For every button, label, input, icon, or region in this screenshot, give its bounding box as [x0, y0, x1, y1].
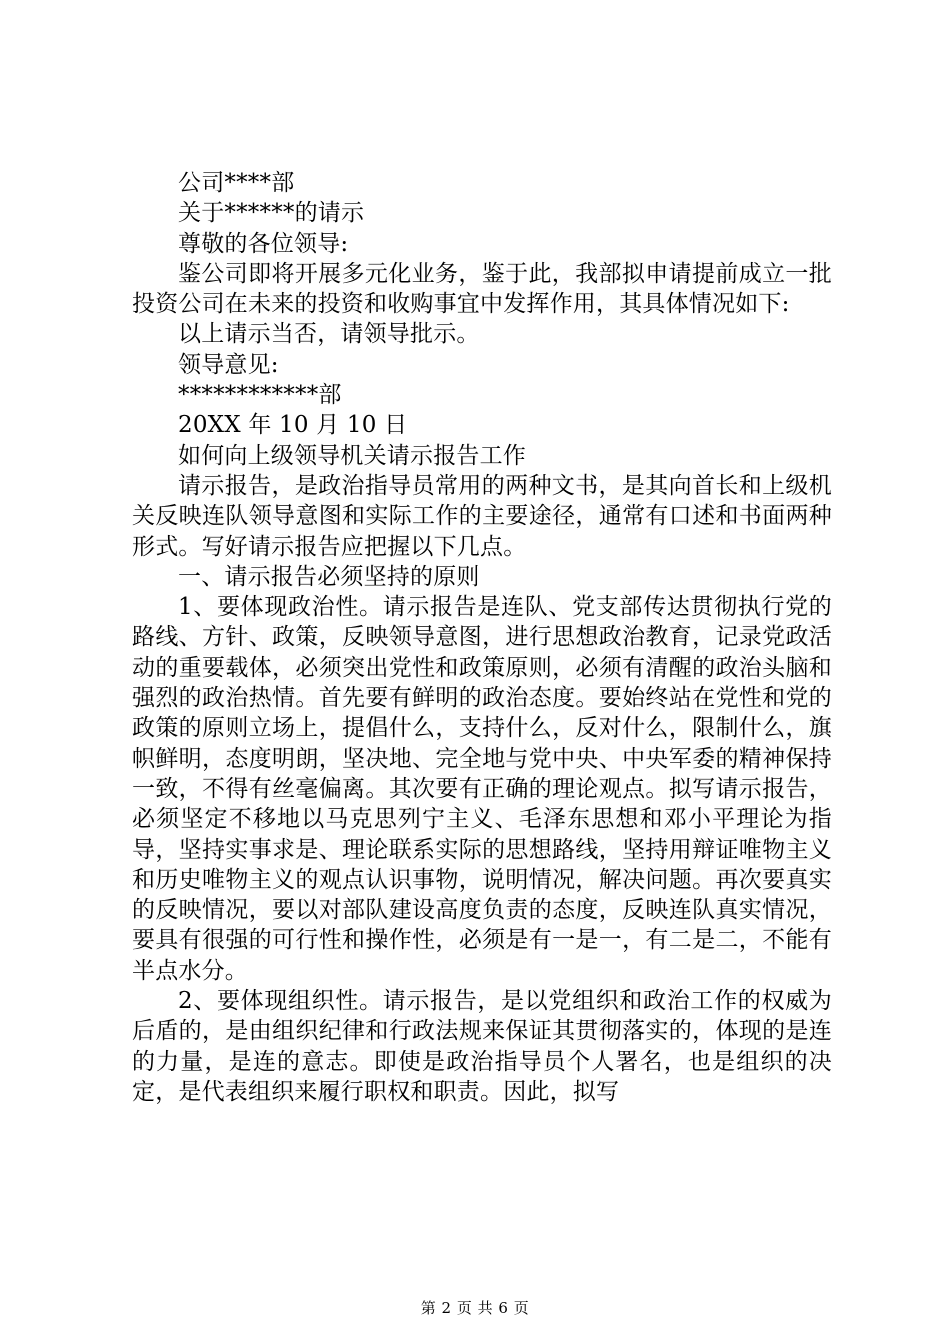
article-title: 如何向上级领导机关请示报告工作	[178, 442, 526, 469]
request-title: 关于******的请示	[178, 200, 365, 227]
leader-opinion-label: 领导意见:	[178, 351, 279, 378]
document-body	[132, 168, 832, 1107]
principle-2-paragraph: 2、要体现组织性。请示报告，是以党组织和政治工作的权威为后盾的，是由组织纪律和行政法规来保证其贯彻落实的，体现的是连的力量，是连的意志。即使是政治指导员个人署名，也是组织的决定，是代表组织来履行职权和职责。因此，拟写	[132, 988, 832, 1105]
section-heading: 一、请示报告必须坚持的原则	[178, 563, 480, 590]
page-footer: 第 2 页 共 6 页	[420, 1299, 530, 1317]
principle-1-paragraph: 1、要体现政治性。请示报告是连队、党支部传达贯彻执行党的路线、方针、政策，反映领导意图，进行思想政治教育，记录党政活动的重要载体，必须突出党性和政策原则，必须有清醒的政治头脑和强烈的政治热情。首先要有鲜明的政治态度。要始终站在党性和党的政策的原则立场上，提倡什么，支持什么，反对什么，限制什么，旗帜鲜明，态度明朗，坚决地、完全地与党中央、中央军委的精神保持一致，不得有丝毫偏离。其次要有正确的理论观点。拟写请示报告，必须坚定不移地以马克思列宁主义、毛泽东思想和邓小平理论为指导，坚持实事求是、理论联系实际的思想路线，坚持用辩证唯物主义和历史唯物主义的观点认识事物，说明情况，解决问题。再次要真实的反映情况，要以对部队建设高度负责的态度，反映连队真实情况，要具有很强的可行性和操作性，必须是有一是一，有二是二，不能有半点水分。	[132, 594, 832, 984]
closing-line: 以上请示当否，请领导批示。	[178, 321, 480, 348]
signature-department: ************部	[178, 382, 342, 409]
signature-date: 20XX 年 10 月 10 日	[178, 412, 408, 439]
department-line: 公司****部	[178, 170, 295, 196]
request-body-paragraph: 鉴公司即将开展多元化业务，鉴于此，我部拟申请提前成立一批投资公司在未来的投资和收购事宜中发挥作用，其具体情况如下:	[132, 260, 832, 318]
article-intro-paragraph: 请示报告，是政治指导员常用的两种文书，是其向首长和上级机关反映连队领导意图和实际工作的主要途径，通常有口述和书面两种形式。写好请示报告应把握以下几点。	[132, 472, 832, 560]
salutation: 尊敬的各位领导:	[178, 230, 349, 257]
